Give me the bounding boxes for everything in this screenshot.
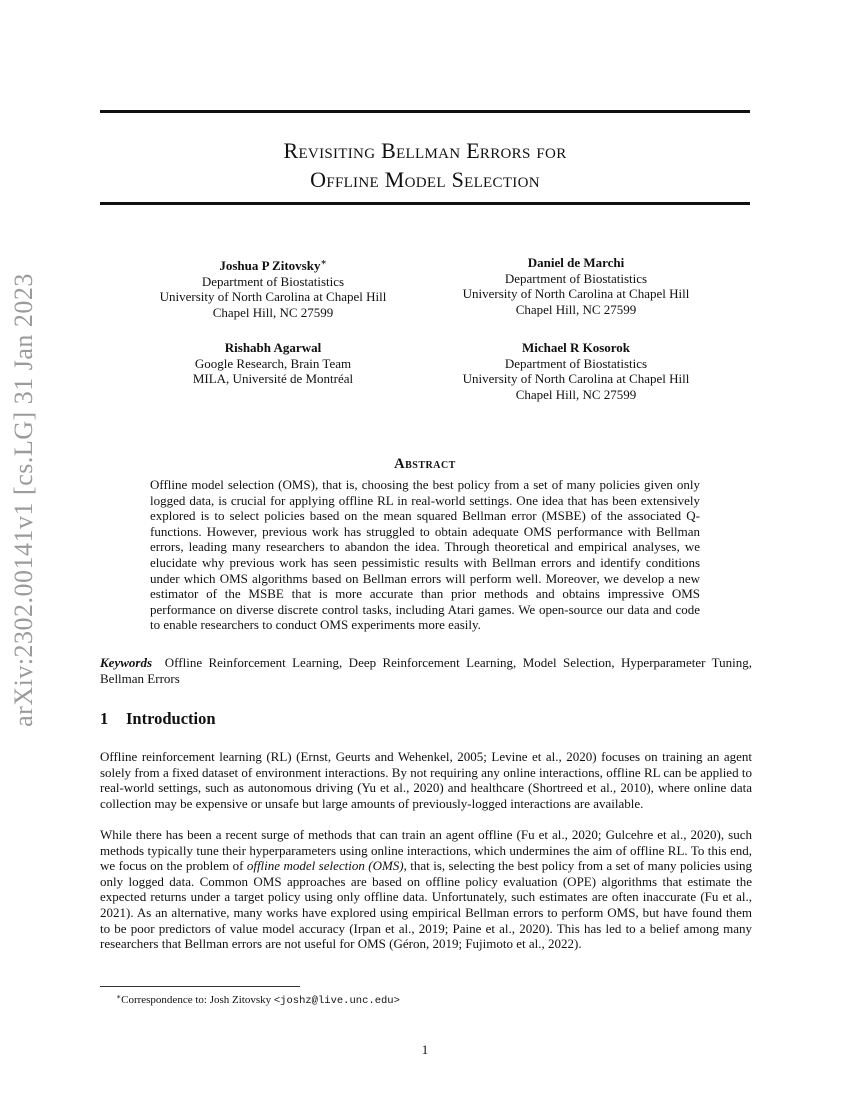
footnote-email[interactable]: <joshz@live.unc.edu> — [273, 995, 400, 1007]
paper-title — [100, 136, 750, 194]
footnote-marker: ∗ — [116, 992, 122, 1001]
author-affiliation: MILA, Université de Montréal — [192, 371, 354, 386]
author-name: Joshua P Zitovsky∗ — [219, 257, 327, 273]
author-affiliation: Department of Biostatistics — [504, 355, 648, 371]
keywords-label: Keywords — [100, 655, 152, 670]
author-block-3 — [113, 340, 433, 387]
author-affiliation: Google Research, Brain Team — [194, 355, 352, 371]
section-number: 1 — [100, 709, 109, 728]
author-block-1 — [113, 255, 433, 320]
section-heading — [100, 709, 216, 729]
page-number: 1 — [421, 1042, 429, 1057]
arxiv-stamp — [0, 273, 48, 727]
footnote-text: Correspondence to: Josh Zitovsky — [121, 994, 274, 1006]
title-line-2: Offline Model Selection — [310, 167, 540, 192]
author-affiliation: Department of Biostatistics — [201, 273, 345, 289]
abstract-text: Offline model selection (OMS), that is, choosing the best policy from a set of many policies given only logged data, is crucial for applying offline RL in real-world settings. One idea that has been extensively explored is to select policies based on the mean squared Bellman error (MSBE) of the associated Q-functions. However, previous work has struggled to obtain adequate OMS performance with Bellman errors, leading many researchers to abandon the idea. Through theoretical and empirical analyses, we elucidate why previous work has seen pessimistic results with Bellman errors and identify conditions under which OMS algorithms based on Bellman errors will perform well. Moreover, we develop a new estimator of the MSBE that is more accurate than prior methods and obtains impressive OMS performance on diverse discrete control tasks, including Atari games. We open-source our data and code to enable researchers to conduct OMS experiments more easily. — [150, 477, 700, 633]
author-block-2 — [416, 255, 736, 317]
footnote — [116, 990, 400, 1008]
author-affiliation: Department of Biostatistics — [504, 270, 648, 286]
keywords-text: Offline Reinforcement Learning, Deep Reinforcement Learning, Model Selection, Hyperparameter Tuning, Bellman Errors — [100, 655, 752, 686]
title-line-1: Revisiting Bellman Errors for — [283, 138, 567, 163]
author-affiliation: Chapel Hill, NC 27599 — [515, 301, 637, 317]
section-title: Introduction — [126, 709, 216, 728]
abstract-heading: Abstract — [394, 456, 456, 472]
author-affiliation: University of North Carolina at Chapel Hill — [159, 289, 387, 304]
author-affiliation: University of North Carolina at Chapel Hill — [462, 371, 690, 386]
keywords — [100, 655, 752, 686]
author-affiliation: University of North Carolina at Chapel Hill — [462, 286, 690, 301]
author-affiliation: Chapel Hill, NC 27599 — [515, 386, 637, 402]
author-name: Michael R Kosorok — [521, 340, 631, 355]
intro-paragraph-1: Offline reinforcement learning (RL) (Ernst, Geurts and Wehenkel, 2005; Levine et al., 2020) focuses on training an agent solely from a fixed dataset of environment interactions. By not requiring any online interactions, offline RL can be applied to real-world settings, such as autonomous driving (Yu et al., 2020) and healthcare (Shortreed et al., 2010), where online data collection may be expensive or unsafe but large amounts of previously-logged interactions are available. — [100, 749, 752, 811]
author-affiliation: Chapel Hill, NC 27599 — [212, 304, 334, 320]
author-name: Daniel de Marchi — [527, 255, 625, 270]
title-bottom-rule — [100, 202, 750, 205]
title-top-rule — [100, 110, 750, 113]
footnote-marker: ∗ — [320, 257, 327, 267]
footnote-rule — [100, 986, 300, 987]
emphasis-term: offline model selection (OMS) — [246, 858, 404, 874]
author-name: Rishabh Agarwal — [224, 340, 322, 355]
arxiv-id: arXiv:2302.00141v1 [cs.LG] 31 Jan 2023 — [9, 273, 38, 727]
intro-paragraph-2: While there has been a recent surge of methods that can train an agent offline (Fu et al., 2020; Gulcehre et al., 2020), such methods typically tune their hyperparameters using online interactions, which undermines the aim of offline RL. To this end, we focus on the problem of offline model selection (OMS), that is, selecting the best policy from a set of many policies using only logged data. Common OMS approaches are based on offline policy evaluation (OPE) algorithms that estimate the expected returns under a target policy using only offline data. Unfortunately, such estimates are often inaccurate (Fu et al., 2021). As an alternative, many works have explored using empirical Bellman errors to perform OMS, but have found them to be poor predictors of value model accuracy (Irpan et al., 2019; Paine et al., 2020). This has led to a belief among many researchers that Bellman errors are not useful for OMS (Géron, 2019; Fujimoto et al., 2022). — [100, 827, 752, 952]
author-block-4 — [416, 340, 736, 402]
